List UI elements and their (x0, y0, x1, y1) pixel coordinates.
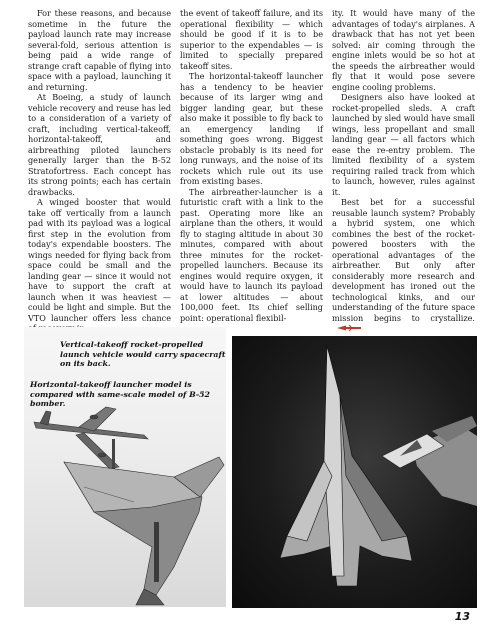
photo-vertical-launcher-model (232, 336, 477, 608)
paragraph: For these reasons, and because sometime in the future the payload launch rate may increase several-fold, serious attention is being paid a wide range of strange craft capable of flying into space with a payload, launching it and returning. (28, 8, 171, 92)
paragraph-text: Best bet for a successful reusable launch system? Probably a hybrid system, one which combines the best of the rocket-powered boosters with the operational advantages of the airbreather. But only after considerably more research and development has ironed out the technological kinks, and our understanding of the future space mission begins to crystallize. (332, 197, 475, 323)
paragraph: At Boeing, a study of launch vehicle recovery and reuse has led to a consideration of a variety of craft, including vertical-takeoff, horizontal-takeoff, and airbreathing piloted launchers generally larger than the B-52 Stratofortress. Each concept has its strong points; each has certain drawbacks. (28, 92, 171, 197)
column-2 (180, 8, 323, 370)
photo-horizontal-launcher-and-b52 (24, 327, 226, 607)
paragraph: ity. It would have many of the advantages of today's airplanes. A drawback that has not yet been solved: air coming through the engine inlets would be so hot at the speeds the airbreather would fly that it would pose severe engine cooling problems. (332, 8, 475, 92)
paragraph: the event of takeoff failure, and its operational flexibility — which should be good if it is to be superior to the expendables — is limited to specially prepared takeoff sites. (180, 8, 323, 71)
page-number: 13 (454, 610, 470, 623)
column-1 (28, 8, 171, 370)
paragraph: The airbreather-launcher is a futuristic craft with a link to the past. Operating more like an airplane than the others, it would fly to staging altitude in about 30 minutes, compared with about three minutes for the rocket-propelled launchers. Because its engines would require oxygen, it would have to launch its payload at lower altitudes — about 100,000 feet. Its chief selling point: operational flexibil- (180, 186, 323, 323)
vertical-launcher-illustration (232, 336, 477, 608)
end-mark-icon (336, 324, 362, 332)
paragraph: The horizontal-takeoff launcher has a tendency to be heavier because of its larger wing and bigger landing gear, but these also make it possible to fly back to an emergency landing if something goes wrong. Biggest obstacle probably is its need for long runways, and the noise of its rockets which rule out its use from existing bases. (180, 71, 323, 186)
launcher-models-illustration (24, 327, 226, 607)
caption-vertical-takeoff: Vertical-takeoff rocket-propelled launch vehicle would carry spacecraft on its back. (60, 340, 226, 369)
paragraph: A winged booster that would take off vertically from a launch pad with its payload was a logical first step in the evolution from today's expendable boosters. The wings needed for flying back from space could be small and the landing gear — since it would not have to support the craft at launch when it was heaviest — could be light and simple. But the VTO launcher offers less chance (28, 197, 171, 323)
column-3 (332, 8, 475, 370)
article-columns (28, 8, 474, 370)
caption-horizontal-takeoff: Horizontal-takeoff launcher model is compared with same-scale model of B-52 bomber. (30, 380, 210, 409)
paragraph (332, 197, 475, 334)
paragraph: Designers also have looked at rocket-propelled sleds. A craft launched by sled would have small wings, less propellant and small landing gear — all factors which ease the re-entry problem. The limited flexibility of a system requiring railed track from which to launch, however, rules against it. (332, 92, 475, 197)
